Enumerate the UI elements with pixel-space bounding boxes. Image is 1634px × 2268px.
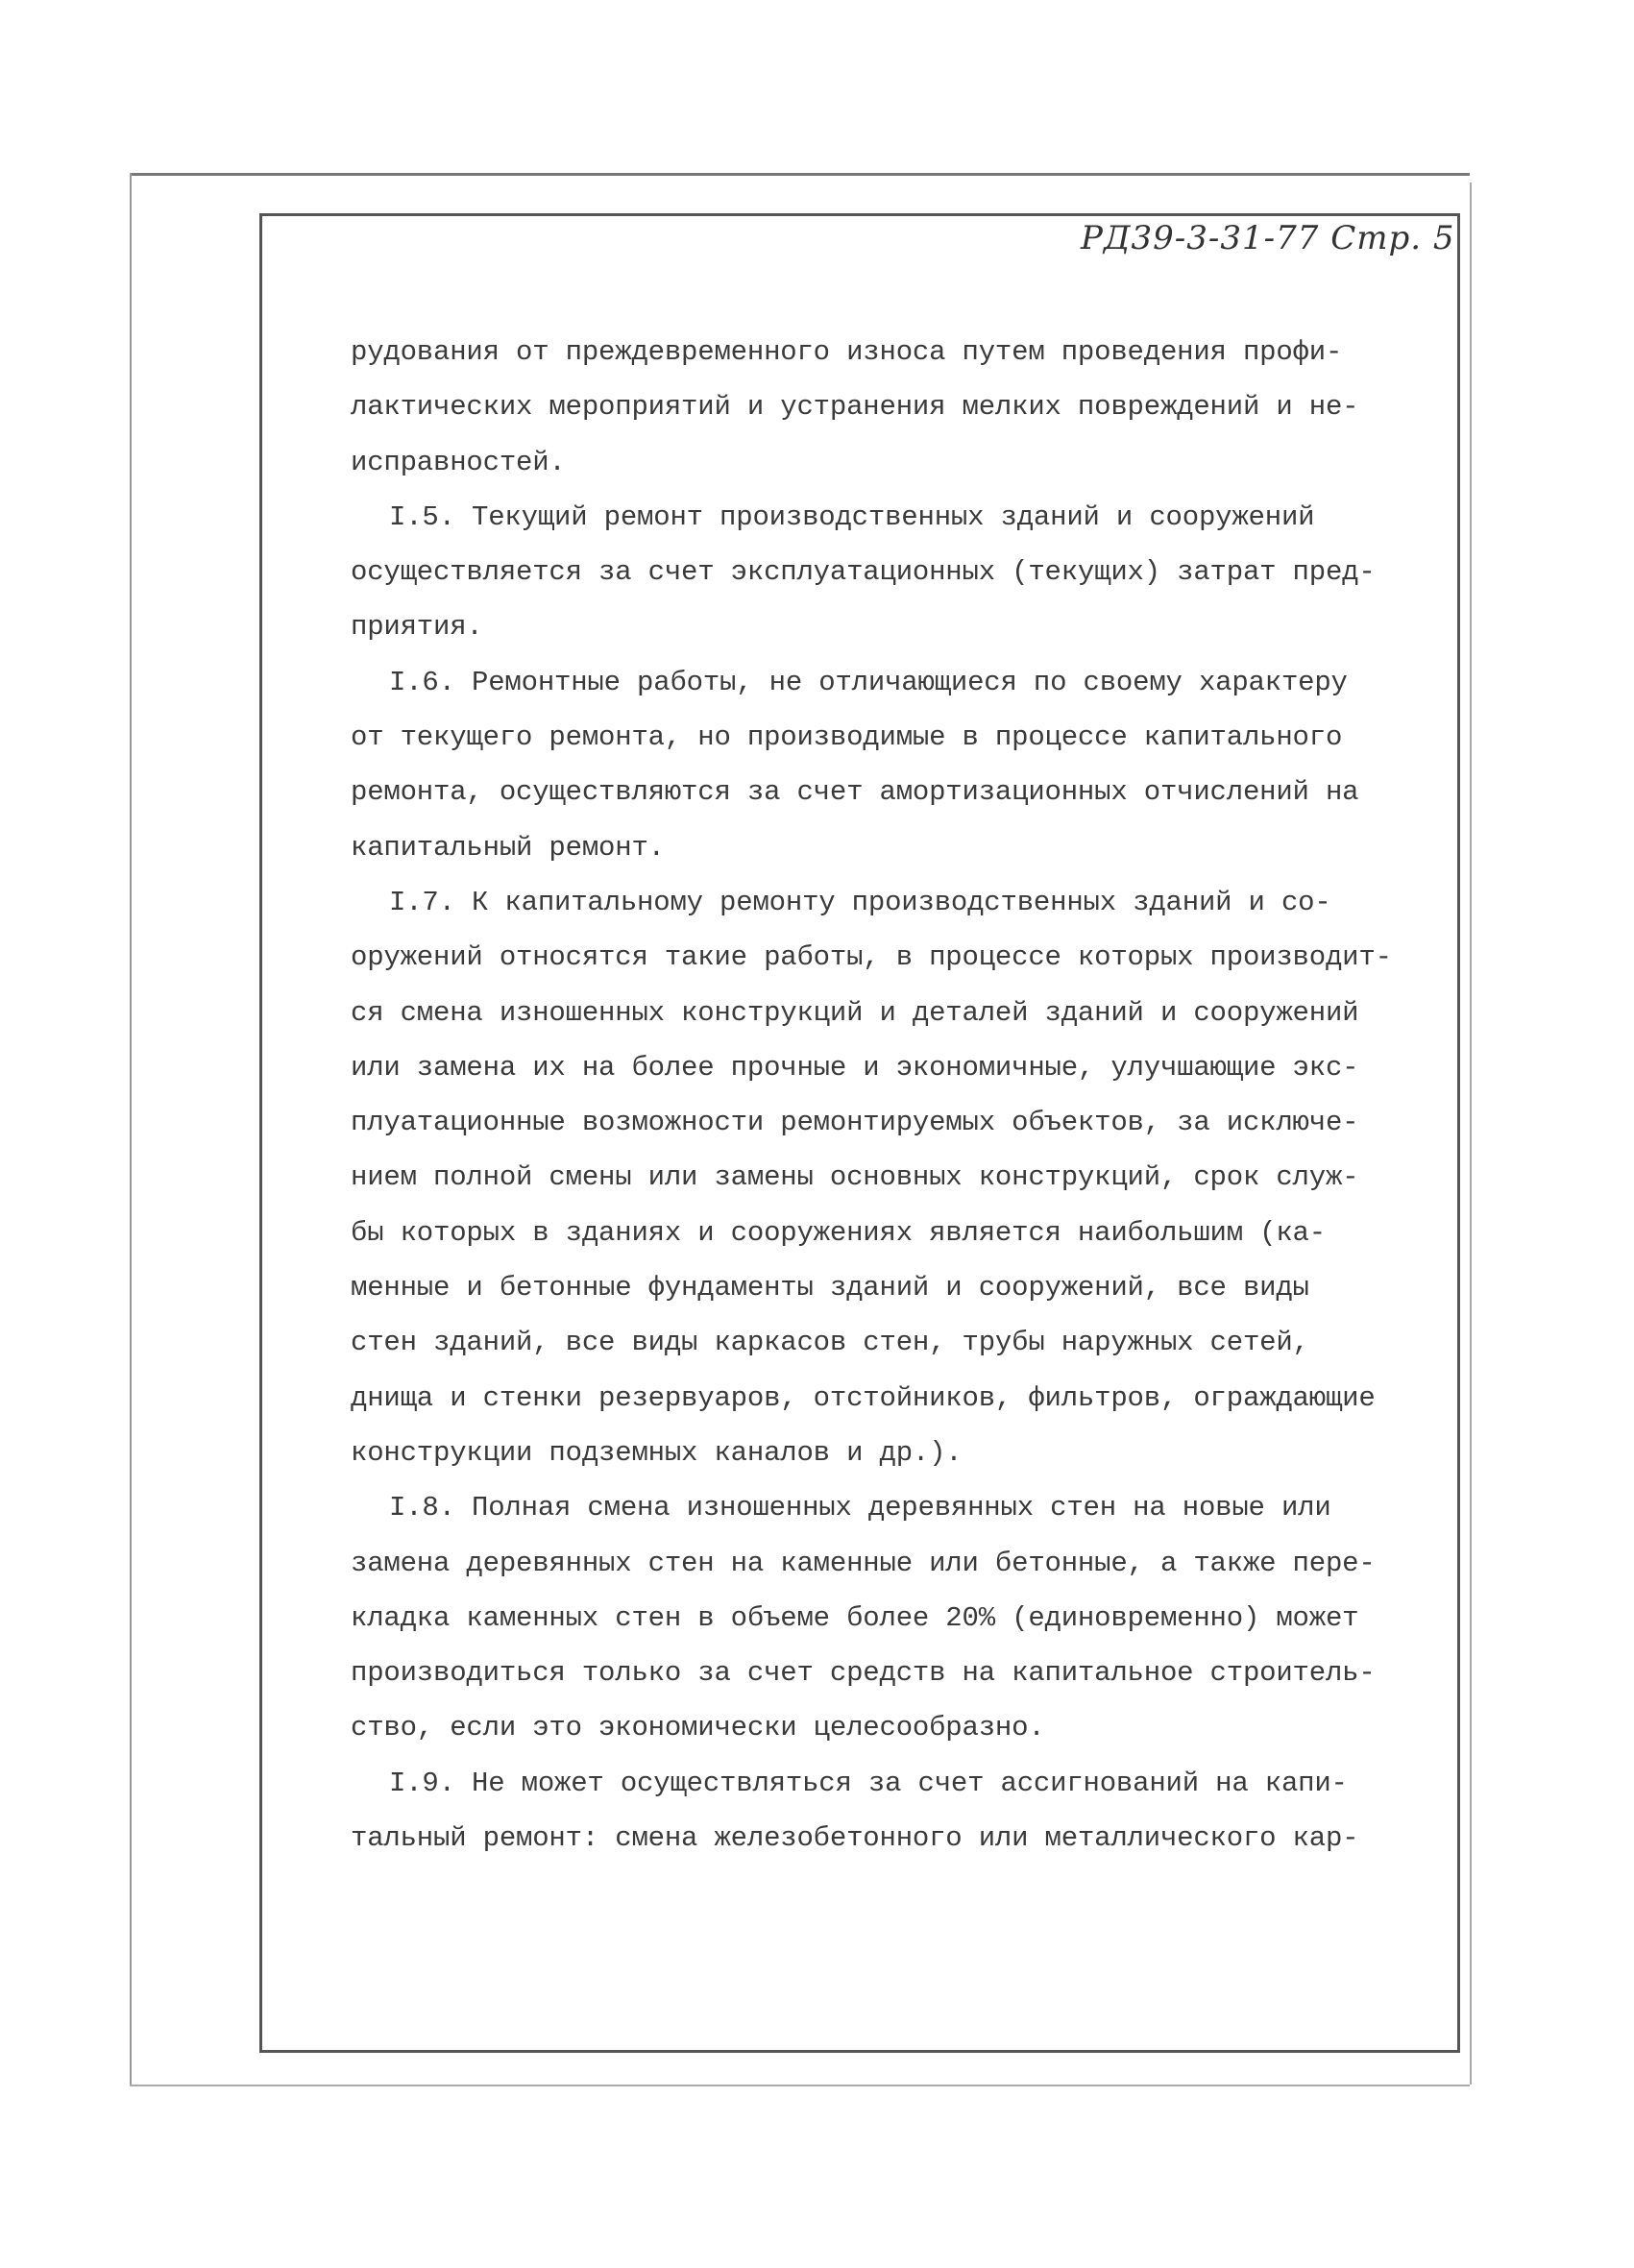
document-code-header: РД39-3-31-77 Стр. 5 [1081,219,1455,257]
text-line: приятия. [351,611,483,644]
text-line: нием полной смены или замены основных конструкций, срок служ- [351,1161,1359,1194]
text-line: исправностей. [351,446,566,478]
text-line: лактических мероприятий и устранения мелких повреждений и не- [351,391,1359,424]
text-line: I.8. Полная смена изношенных деревянных стен на новые или [389,1492,1331,1524]
text-line: капитальный ремонт. [351,831,665,864]
text-line: рудования от преждевременного износа путем проведения профи- [351,336,1343,368]
text-line: ся смена изношенных конструкций и деталей зданий и сооружений [351,996,1359,1029]
text-line: оружений относятся такие работы, в процессе которых производит- [351,941,1392,974]
text-line: плуатационные возможности ремонтируемых объектов, за исключе- [351,1107,1359,1139]
text-line: стен зданий, все виды каркасов стен, трубы наружных сетей, [351,1327,1309,1359]
text-line: тальный ремонт: смена железобетонного или металлического кар- [351,1822,1359,1855]
text-line: I.7. К капитальному ремонту производственных зданий и со- [389,886,1331,918]
outer-frame-bottom [130,2085,1470,2086]
text-line: I.6. Ремонтные работы, не отличающиеся по своему характеру [389,666,1348,698]
text-line: ство, если это экономически целесообразно. [351,1712,1045,1744]
text-line: днища и стенки резервуаров, отстойников, фильтров, ограждающие [351,1381,1376,1414]
text-line: ремонта, осуществляются за счет амортизационных отчислений на [351,776,1359,809]
text-line: I.5. Текущий ремонт производственных зданий и сооружений [389,500,1315,533]
text-line: конструкции подземных каналов и др.). [351,1436,963,1469]
text-line: или замена их на более прочные и экономичные, улучшающие экс- [351,1051,1359,1084]
text-line: производиться только за счет средств на капитальное строитель- [351,1657,1376,1690]
text-line: от текущего ремонта, но производимые в процессе капитального [351,721,1343,754]
outer-frame-top [130,173,1470,176]
text-line: бы которых в зданиях и сооружениях является наибольшим (ка- [351,1216,1326,1249]
text-line: кладка каменных стен в объеме более 20% (единовременно) может [351,1601,1359,1634]
outer-frame-left [130,173,132,2085]
outer-frame-right [1470,183,1472,2085]
text-line: менные и бетонные фундаменты зданий и сооружений, все виды [351,1272,1309,1305]
document-body [351,331,1427,1872]
text-line: осуществляется за счет эксплуатационных (текущих) затрат пред- [351,556,1376,589]
text-line: I.9. Не может осуществляться за счет ассигнований на капи- [389,1767,1348,1799]
text-line: замена деревянных стен на каменные или бетонные, а также пере- [351,1547,1376,1579]
